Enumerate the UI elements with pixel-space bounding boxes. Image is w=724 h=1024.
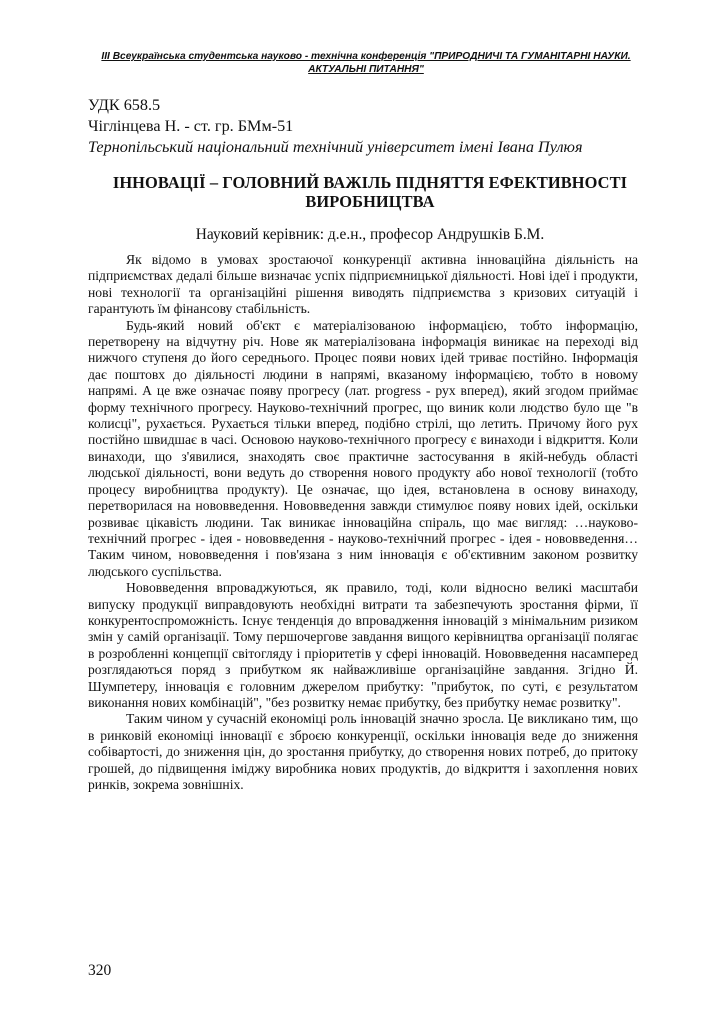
title-line-2: ВИРОБНИЦТВА <box>305 192 435 211</box>
header-line-2: АКТУАЛЬНІ ПИТАННЯ" <box>308 64 424 75</box>
article-body <box>88 252 638 793</box>
page-number: 320 <box>88 962 112 979</box>
title-line-1: ІННОВАЦІЇ – ГОЛОВНИЙ ВАЖІЛЬ ПІДНЯТТЯ ЕФЕКТИВНОСТІ <box>112 173 628 192</box>
body-paragraph: Таким чином у сучасній економіці роль інновацій значно зросла. Це викликано тим, що в ринковій економіці інновації є зброєю конкуренції, оскільки інновація веде до зниження собівартості, до зниження цін, до зростання прибутку, до створення нових потреб, до притоку грошей, до підвищення іміджу виробника нових продуктів, до відкриття і захоплення нових ринків, зокрема зовнішніх. <box>88 711 638 792</box>
institution: Тернопільський національний технічний університет імені Івана Пулюя <box>88 138 583 156</box>
author-line: Чіглінцева Н. - ст. гр. БМм-51 <box>88 117 294 135</box>
body-paragraph: Як відомо в умовах зростаючої конкуренції активна інноваційна діяльність на підприємствах дедалі більше визначає успіх підприємницької діяльності. Нові ідеї і продукти, нові технології та організаційні рішення виводять підприємства з кризових ситуацій і гарантують їм фінансову стабільність. <box>88 252 638 317</box>
body-paragraph: Будь-який новий об'єкт є матеріалізованою інформацією, тобто інформацію, перетворену на відчутну річ. Нове як матеріалізована інформація виникає на переході від нижчого ступеня до його середнього. Процес появи нових ідей триває постійно. Інформація дає поштовх до діяльності людини в напрямі, вказаному інформацією, тобто в новому напрямі. А це вже означає появу прогресу (лат. progress - рух вперед), який згодом приймає форму технічного прогресу. Науково-технічний прогрес, що виник коли людство було ще "в колисці", рухається. Рухається тільки вперед, подібно стрілі, що летить. Причому його рух постійно швидшає в часі. Основою науково-технічного прогресу є винаходи і відкриття. Коли винаходи, що з'явилися, знаходять своє практичне застосування в якій-небудь області людської діяльності, вони ведуть до створення нового продукту або нової технології (тобто процесу виробництва продукту). Це означає, що ідея, встановлена в основу винаходу, перетворилася на нововведення. Нововведення завжди стимулює появу нових ідей, оскільки розвиває цікавість людини. Так виникає інноваційна спіраль, що має вигляд: …науково-технічний прогрес - ідея - нововведення - науково-технічний прогрес - ідея - нововведення… Таким чином, нововведення і пов'язана з ним інновація є об'єктивним законом розвитку людського суспільства. <box>88 317 638 579</box>
article-meta <box>88 95 648 158</box>
header-line-1: III Всеукраїнська студентська науково - технічна конференція "ПРИРОДНИЧІ ТА ГУМАНІТАРНІ НАУКИ. <box>101 51 631 62</box>
body-paragraph: Нововведення впроваджуються, як правило, тоді, коли відносно великі масштаби випуску продукції виправдовують необхідні витрати та забезпечують зростання фірми, її конкурентоспроможність. Існує тенденція до впровадження інновацій з мінімальним ризиком змін у самій організації. Тому першочергове завдання вищого керівництва організації полягає в розробленні концепції світогляду і пріоритетів у сфері інновацій. Нововведення насамперед розглядаються поряд з прибутком як найважливіше організаційне завдання. Згідно Й. Шумпетеру, інновація є головним джерелом прибутку: "прибуток, по суті, є результатом виконання нових комбінацій", "без розвитку немає прибутку, без прибутку немає розвитку". <box>88 580 638 710</box>
article-title <box>110 173 630 211</box>
running-header <box>100 50 632 76</box>
supervisor-line: Науковий керівник: д.е.н., професор Андрушків Б.М. <box>195 226 545 243</box>
udc-code: УДК 658.5 <box>88 96 161 114</box>
